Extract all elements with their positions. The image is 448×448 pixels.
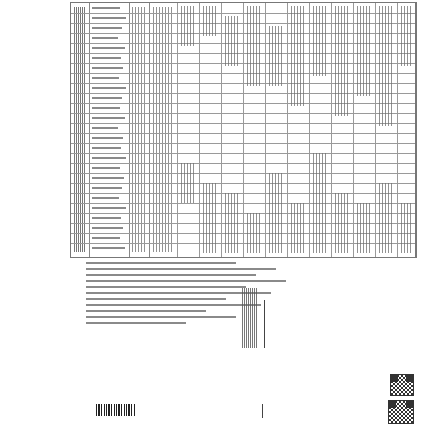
qr-code-bottom <box>388 400 414 424</box>
row-label-column <box>71 3 90 257</box>
table-right-border <box>416 2 417 258</box>
page-footer <box>0 398 448 448</box>
data-table <box>70 2 416 258</box>
row-code-column <box>129 3 150 257</box>
barcode <box>96 404 136 416</box>
footer-mark <box>262 404 263 418</box>
qr-code-top <box>390 374 414 396</box>
row-subcode-column <box>149 3 178 257</box>
